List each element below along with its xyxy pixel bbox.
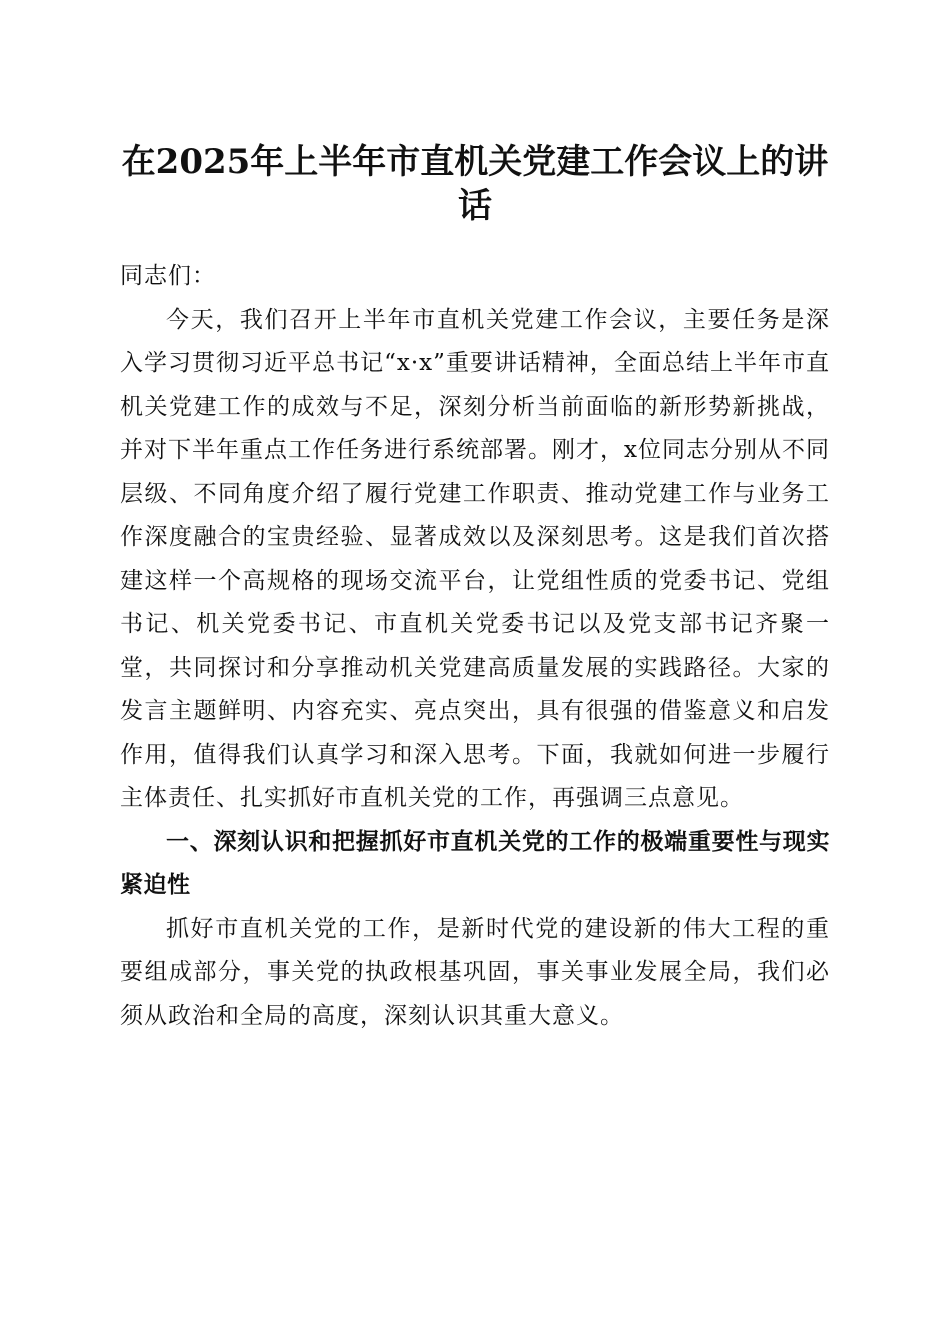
paragraph-section-1: 抓好市直机关党的工作，是新时代党的建设新的伟大工程的重要组成部分，事关党的执政根基巩固，事关事业发展全局，我们必须从政治和全局的高度，深刻认识其重大意义。	[120, 915, 830, 1029]
section-heading-1: 一、深刻认识和把握抓好市直机关党的工作的极端重要性与现实紧迫性	[120, 828, 830, 898]
paragraph-opening: 今天，我们召开上半年市直机关党建工作会议，主要任务是深入学习贯彻习近平总书记“x·x”重要讲话精神，全面总结上半年市直机关党建工作的成效与不足，深刻分析当前面临的新形势新挑战，并对下半年重点工作任务进行系统部署。刚才，x位同志分别从不同层级、不同角度介绍了履行党建工作职责、推动党建工作与业务工作深度融合的宝贵经验、显著成效以及深刻思考。这是我们首次搭建这样一个高规格的现场交流平台，让党组性质的党委书记、党组书记、机关党委书记、市直机关党委书记以及党支部书记齐聚一堂，共同探讨和分享推动机关党建高质量发展的实践路径。大家的发言主题鲜明、内容充实、亮点突出，具有很强的借鉴意义和启发作用，值得我们认真学习和深入思考。下面，我就如何进一步履行主体责任、扎实抓好市直机关党的工作，再强调三点意见。	[120, 306, 830, 811]
document-title: 在2025年上半年市直机关党建工作会议上的讲话	[121, 142, 829, 226]
salutation: 同志们：	[120, 263, 216, 289]
document-body	[120, 255, 830, 1038]
